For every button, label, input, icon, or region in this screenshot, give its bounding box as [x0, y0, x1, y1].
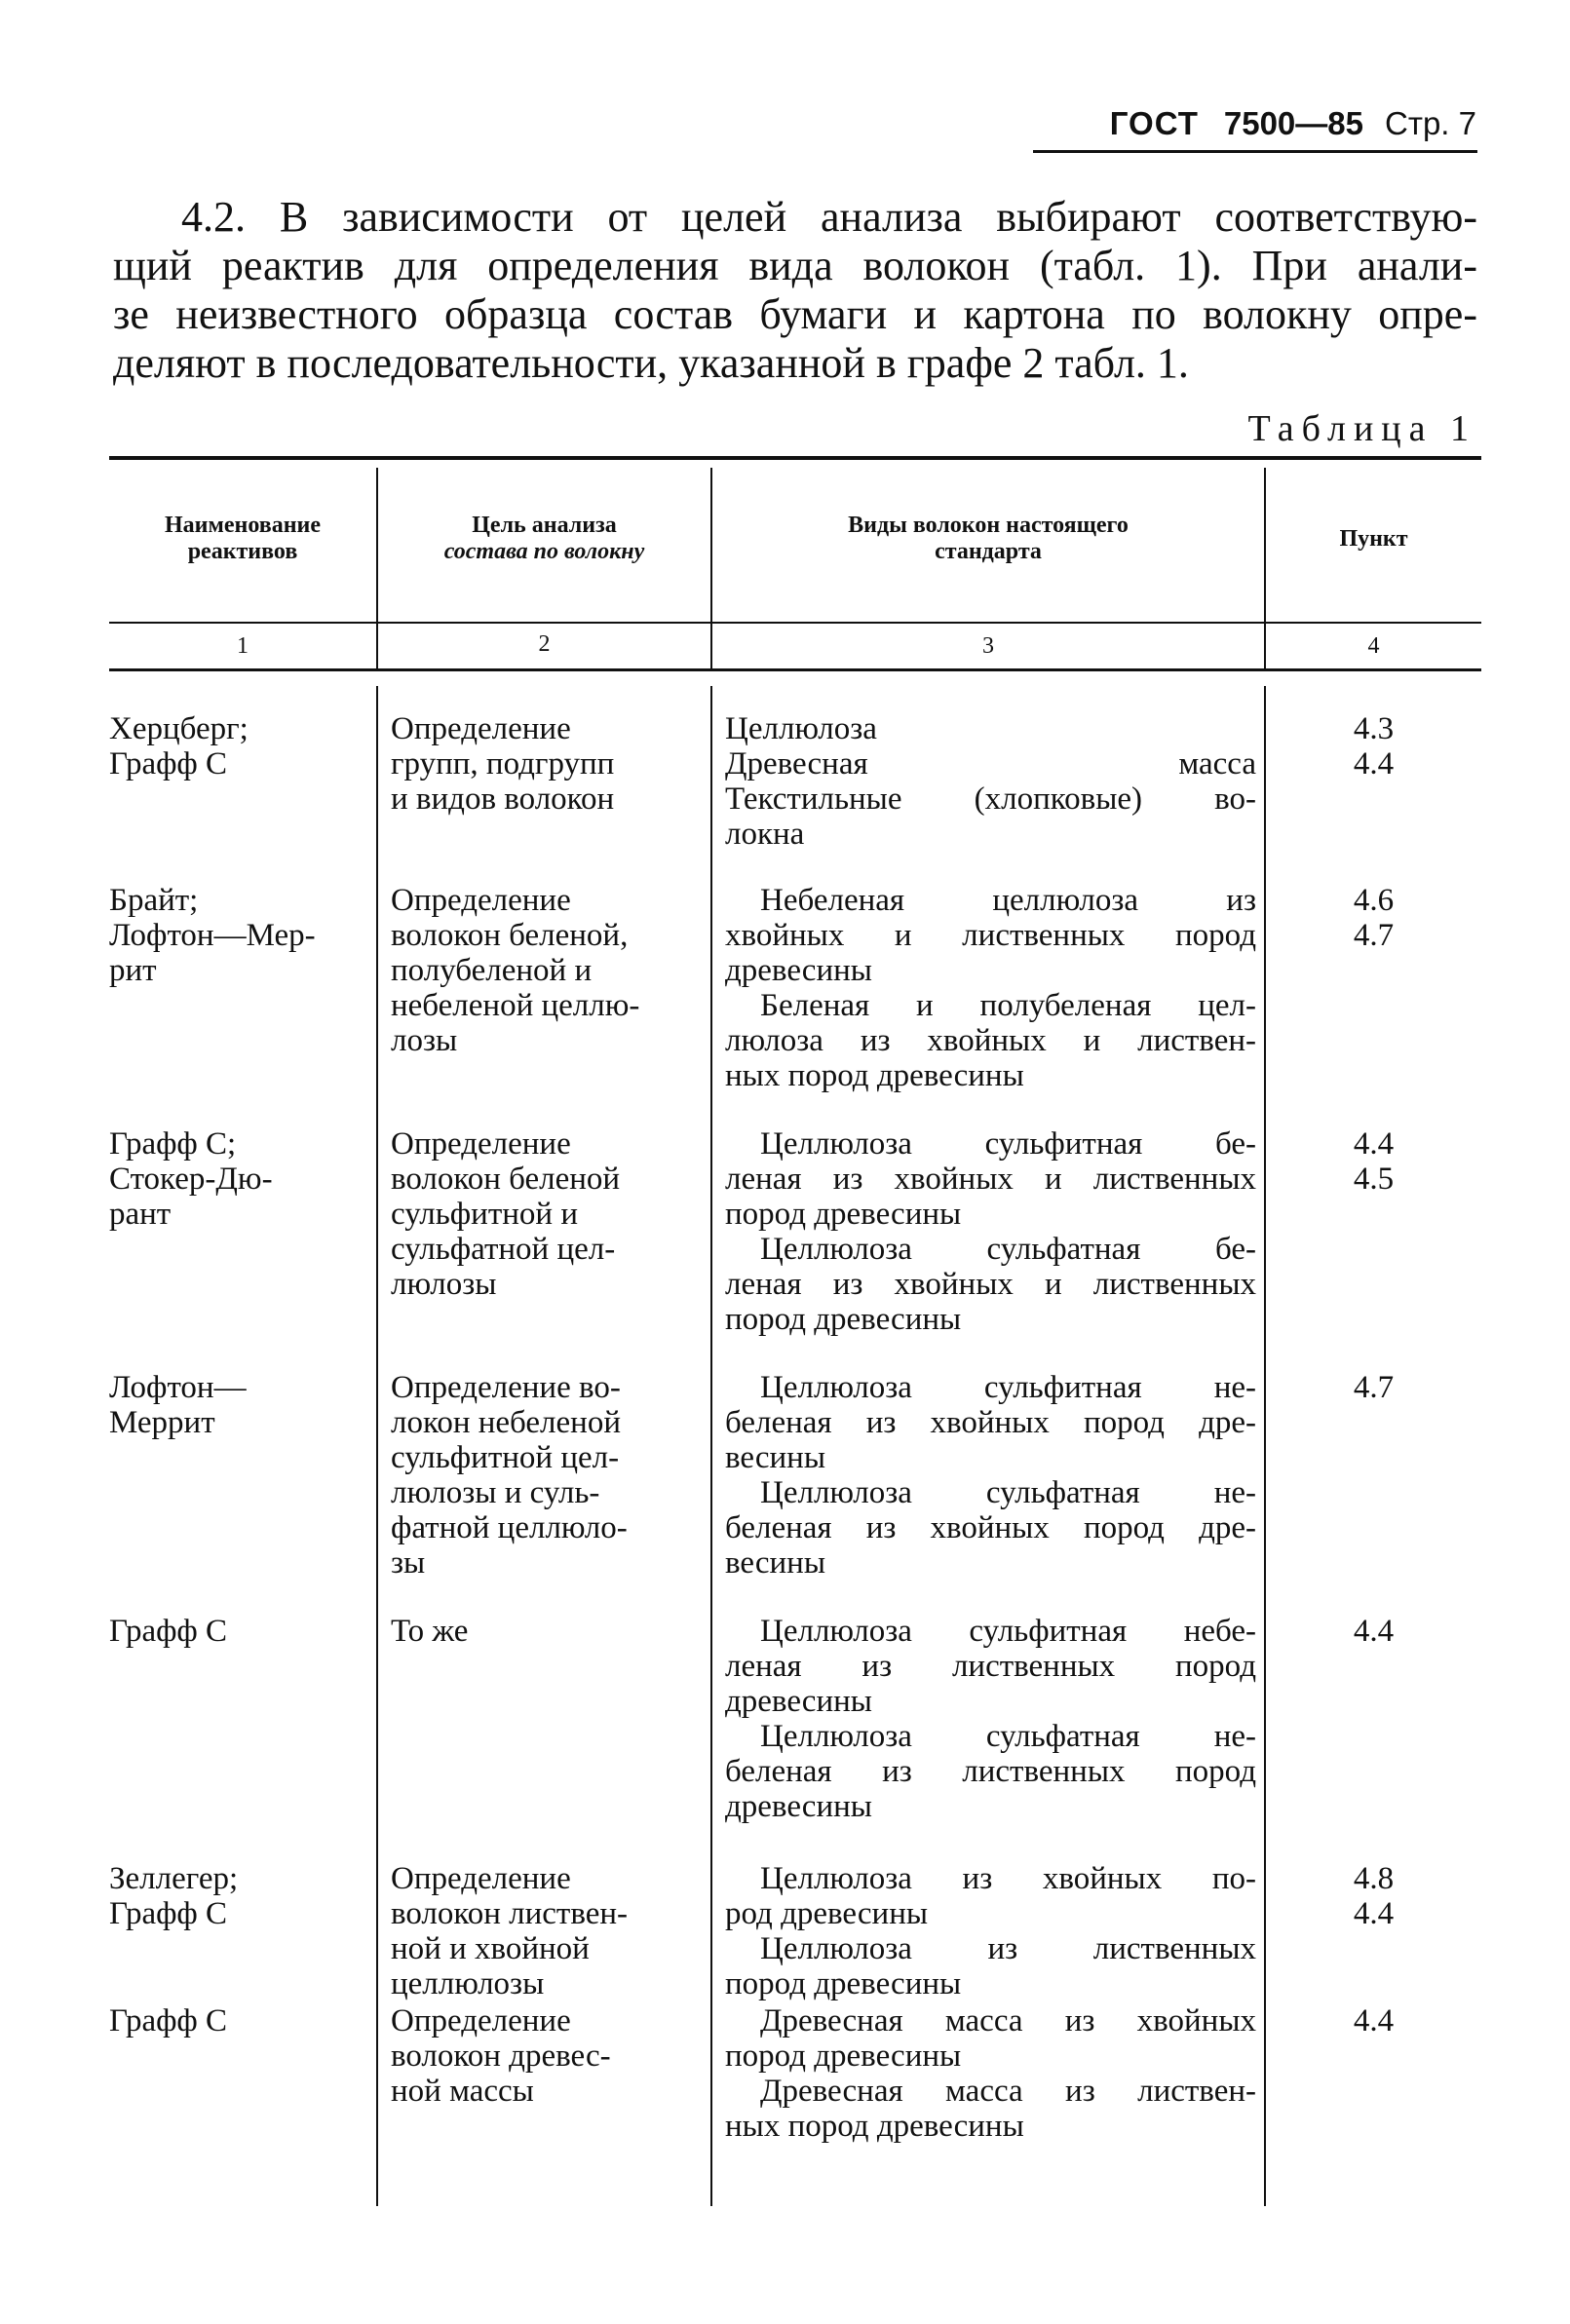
- purpose-line: сульфатной цел-: [391, 1232, 616, 1267]
- purpose-cell: [391, 883, 703, 1058]
- reagent-line: Зеллегер;: [109, 1861, 239, 1896]
- point-line: 4.4: [1353, 746, 1395, 781]
- purpose-line: фатной целлюло-: [391, 1510, 628, 1545]
- fiber-line: пород древесины: [725, 2038, 962, 2074]
- fiber-line: беленая из лиственных пород: [725, 1754, 1256, 1789]
- column-divider: [710, 686, 712, 2206]
- reagent-line: Графф С: [109, 1896, 227, 1931]
- fiber-line: Небеленая целлюлоза из: [760, 883, 1256, 918]
- fiber-line: Целлюлоза из хвойных по-: [760, 1861, 1256, 1896]
- header-line: стандарта: [935, 539, 1042, 564]
- intro-paragraph: [113, 193, 1477, 388]
- column-number: 2: [538, 631, 551, 657]
- purpose-line: полубеленой и: [391, 953, 593, 988]
- point-line: 4.7: [1353, 918, 1395, 953]
- page-number: Стр. 7: [1385, 105, 1476, 141]
- fiber-cell: [725, 1126, 1256, 1337]
- purpose-line: волокон листвен-: [391, 1896, 629, 1931]
- reagent-line: Графф С: [109, 2003, 227, 2038]
- header-purpose: [378, 513, 710, 565]
- purpose-line: Определение: [391, 711, 571, 746]
- fiber-line: весины: [725, 1440, 825, 1475]
- reagent-line: Графф С;: [109, 1126, 237, 1162]
- fiber-line: Целлюлоза сульфатная не-: [760, 1719, 1256, 1754]
- point-line: 4.6: [1353, 883, 1395, 918]
- point-line: 4.5: [1353, 1162, 1395, 1197]
- fiber-line: люлоза из хвойных и листвен-: [725, 1023, 1256, 1058]
- purpose-cell: [391, 711, 703, 817]
- header-line: Цель анализа: [472, 513, 617, 538]
- fiber-cell: [725, 1614, 1256, 1824]
- purpose-line: ной и хвойной: [391, 1931, 590, 1966]
- point-cell: [1266, 2003, 1481, 2038]
- purpose-line: То же: [391, 1614, 469, 1649]
- purpose-line: небеленой целлю-: [391, 988, 640, 1023]
- reagent-line: рант: [109, 1197, 172, 1232]
- fiber-line: Целлюлоза сульфитная небе-: [760, 1614, 1256, 1649]
- reagent-line: Меррит: [109, 1405, 215, 1440]
- header-fibers: [712, 513, 1264, 565]
- purpose-line: волокон древес-: [391, 2038, 611, 2074]
- purpose-line: люлозы и суль-: [391, 1475, 600, 1510]
- fiber-line: древесины: [725, 1789, 872, 1824]
- fiber-line: древесины: [725, 953, 872, 988]
- header-line: Виды волокон настоящего: [848, 513, 1129, 538]
- fiber-line: Целлюлоза сульфатная бе-: [760, 1232, 1256, 1267]
- header-line: состава по волокну: [443, 539, 645, 564]
- fiber-line: беленая из хвойных пород дре-: [725, 1405, 1256, 1440]
- intro-line: щий реактив для определения вида волокон (табл. 1). При анали-: [113, 242, 1477, 289]
- purpose-line: Определение: [391, 883, 571, 918]
- fiber-line: Текстильные (хлопковые) во-: [725, 781, 1256, 817]
- reagents-table: [109, 456, 1481, 2210]
- fiber-line: пород древесины: [725, 1197, 962, 1232]
- header-line: Пункт: [1339, 526, 1408, 552]
- purpose-line: волокон беленой,: [391, 918, 629, 953]
- purpose-line: люлозы: [391, 1267, 497, 1302]
- fiber-line: пород древесины: [725, 1966, 962, 2001]
- fiber-line: леная из лиственных пород: [725, 1649, 1256, 1684]
- purpose-line: сульфитной цел-: [391, 1440, 620, 1475]
- fiber-line: род древесины: [725, 1896, 929, 1931]
- fiber-line: весины: [725, 1545, 825, 1581]
- purpose-line: и видов волокон: [391, 781, 615, 817]
- column-number: 3: [982, 633, 994, 659]
- reagent-cell: [109, 1861, 364, 1931]
- fiber-line: Целлюлоза сульфатная не-: [760, 1475, 1256, 1510]
- reagent-cell: [109, 2003, 364, 2038]
- purpose-line: зы: [391, 1545, 426, 1581]
- column-divider: [376, 686, 378, 2206]
- point-line: 4.4: [1353, 1896, 1395, 1931]
- point-cell: [1266, 711, 1481, 781]
- purpose-line: сульфитной и: [391, 1197, 578, 1232]
- point-line: 4.4: [1353, 2003, 1395, 2038]
- purpose-cell: [391, 2003, 703, 2109]
- fiber-cell: [725, 2003, 1256, 2144]
- purpose-cell: [391, 1861, 703, 2001]
- fiber-line: Целлюлоза сульфитная не-: [760, 1370, 1256, 1405]
- fiber-line: беленая из хвойных пород дре-: [725, 1510, 1256, 1545]
- point-cell: [1266, 1370, 1481, 1405]
- header-point: [1266, 526, 1481, 552]
- point-line: 4.7: [1353, 1370, 1395, 1405]
- fiber-line: локна: [725, 817, 805, 852]
- purpose-line: локон небеленой: [391, 1405, 621, 1440]
- column-number: 4: [1367, 633, 1380, 659]
- fiber-line: леная из хвойных и лиственных: [725, 1267, 1256, 1302]
- fiber-line: Древесная масса из листвен-: [760, 2074, 1256, 2109]
- point-cell: [1266, 1861, 1481, 1931]
- purpose-cell: [391, 1614, 703, 1649]
- fiber-cell: [725, 883, 1256, 1093]
- purpose-line: ной массы: [391, 2074, 534, 2109]
- fiber-line: Целлюлоза из лиственных: [760, 1931, 1256, 1966]
- fiber-line: леная из хвойных и лиственных: [725, 1162, 1256, 1197]
- page-header: [1110, 105, 1476, 142]
- point-line: 4.4: [1353, 1614, 1395, 1649]
- table-caption: Таблица 1: [1247, 408, 1476, 449]
- column-number: 1: [237, 633, 249, 659]
- fiber-line: Целлюлоза: [725, 711, 877, 746]
- purpose-line: Определение: [391, 1126, 571, 1162]
- fiber-line: Древесная масса: [725, 746, 1256, 781]
- fiber-line: Беленая и полубеленая цел-: [760, 988, 1256, 1023]
- header-reagents: [109, 513, 376, 565]
- purpose-line: Определение во-: [391, 1370, 621, 1405]
- column-numbers-bottom-rule: [109, 668, 1481, 671]
- purpose-line: лозы: [391, 1023, 458, 1058]
- fiber-line: древесины: [725, 1684, 872, 1719]
- point-cell: [1266, 1614, 1481, 1649]
- reagent-line: рит: [109, 953, 157, 988]
- fiber-line: ных пород древесины: [725, 1058, 1024, 1093]
- reagent-line: Лофтон—Мер-: [109, 918, 316, 953]
- fiber-line: Целлюлоза сульфитная бе-: [760, 1126, 1256, 1162]
- standard-label: ГОСТ: [1109, 105, 1199, 141]
- fiber-line: пород древесины: [725, 1302, 962, 1337]
- purpose-line: Определение: [391, 2003, 571, 2038]
- fiber-cell: [725, 711, 1256, 852]
- fiber-cell: [725, 1861, 1256, 2001]
- purpose-cell: [391, 1370, 703, 1581]
- reagent-line: Графф С: [109, 746, 227, 781]
- reagent-line: Графф С: [109, 1614, 227, 1649]
- intro-line: 4.2. В зависимости от целей анализа выбирают соответствую-: [181, 193, 1477, 241]
- point-cell: [1266, 1126, 1481, 1197]
- reagent-cell: [109, 1126, 364, 1232]
- fiber-line: ных пород древесины: [725, 2109, 1024, 2144]
- standard-number: 7500—85: [1223, 105, 1363, 141]
- fiber-cell: [725, 1370, 1256, 1581]
- purpose-line: целлюлозы: [391, 1966, 545, 2001]
- header-line: реактивов: [187, 539, 298, 564]
- reagent-cell: [109, 711, 364, 781]
- intro-line: зе неизвестного образца состав бумаги и картона по волокну опре-: [113, 290, 1477, 338]
- point-line: 4.3: [1353, 711, 1395, 746]
- reagent-line: Херцберг;: [109, 711, 249, 746]
- point-line: 4.4: [1353, 1126, 1395, 1162]
- purpose-line: групп, подгрупп: [391, 746, 615, 781]
- purpose-line: волокон беленой: [391, 1162, 621, 1197]
- table-top-rule: [109, 456, 1481, 460]
- point-line: 4.8: [1353, 1861, 1395, 1896]
- fiber-line: хвойных и лиственных пород: [725, 918, 1256, 953]
- reagent-cell: [109, 1614, 364, 1649]
- reagent-cell: [109, 1370, 364, 1440]
- reagent-line: Брайт;: [109, 883, 199, 918]
- purpose-cell: [391, 1126, 703, 1302]
- reagent-line: Стокер-Дю-: [109, 1162, 273, 1197]
- header-rule: [1033, 150, 1477, 153]
- purpose-line: Определение: [391, 1861, 571, 1896]
- fiber-line: Древесная масса из хвойных: [760, 2003, 1256, 2038]
- header-bottom-rule: [109, 622, 1481, 624]
- intro-line: деляют в последовательности, указанной в графе 2 табл. 1.: [113, 339, 1189, 387]
- reagent-line: Лофтон—: [109, 1370, 247, 1405]
- header-line: Наименование: [165, 513, 321, 538]
- reagent-cell: [109, 883, 364, 988]
- point-cell: [1266, 883, 1481, 953]
